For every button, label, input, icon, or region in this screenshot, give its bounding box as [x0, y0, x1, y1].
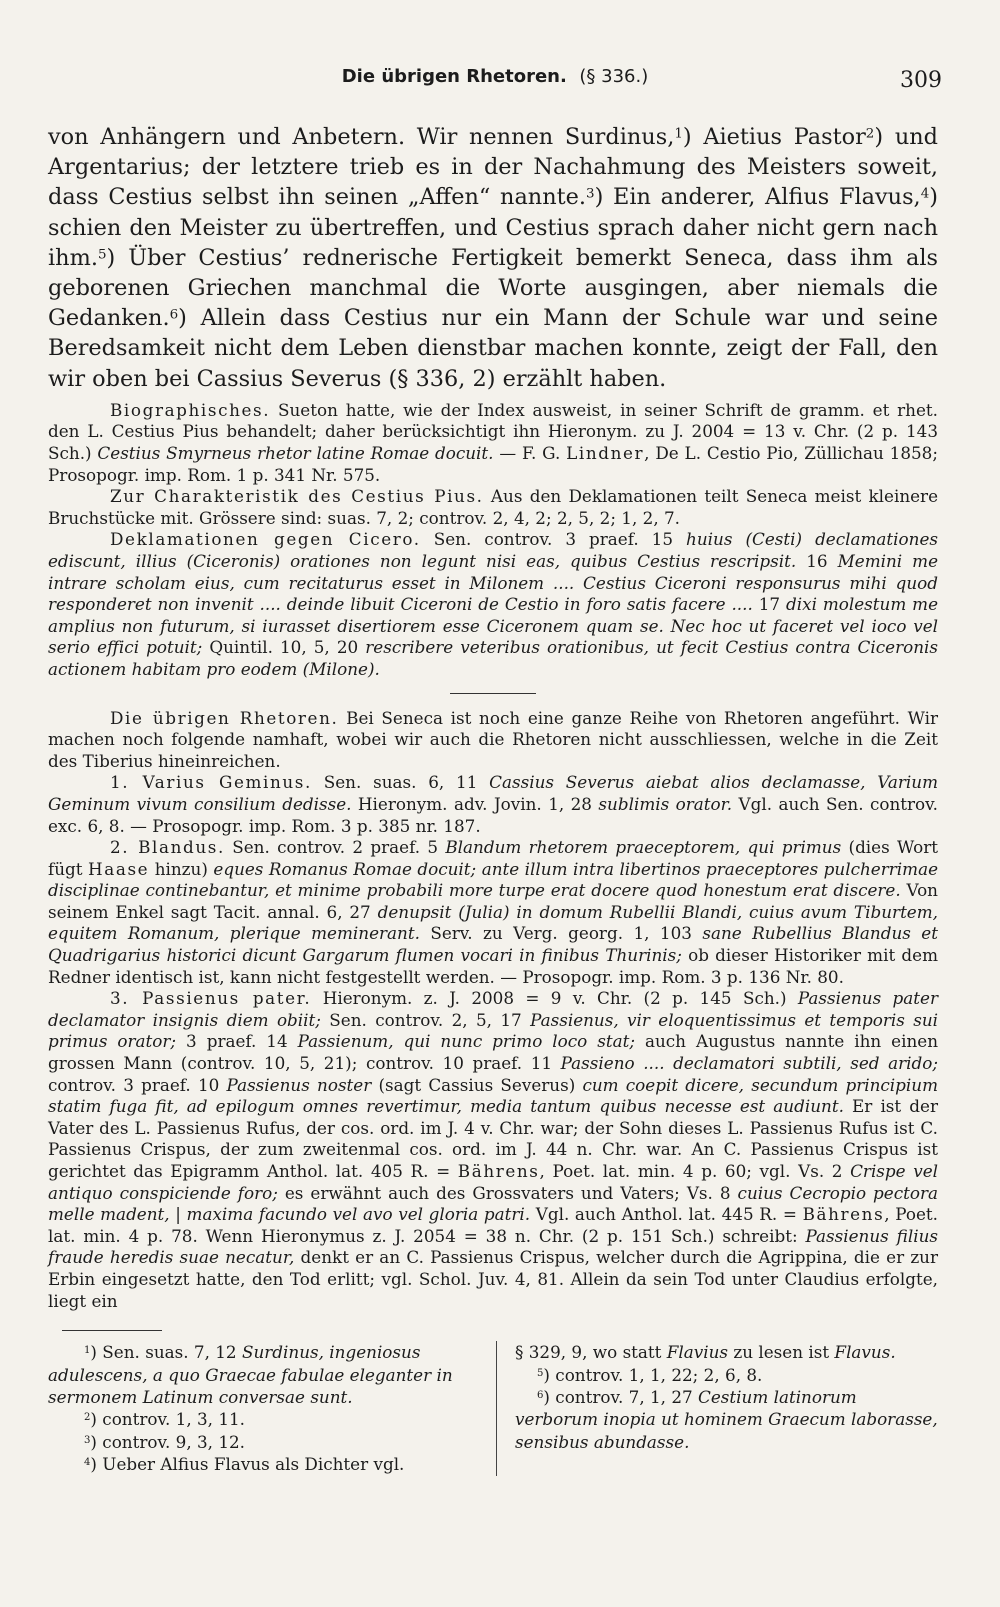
text-run: ) controv. 7, 1, 27: [543, 1386, 699, 1407]
text-run: , Poet. lat. min. 4 p. 78. Wenn Hieronymus z. J. 2054 = 38 n. Chr. (2 p. 151 Sch.) schreibt:: [48, 1204, 938, 1246]
latin-quote: Passienus noster: [226, 1074, 372, 1095]
notes-block: [48, 400, 938, 1312]
text-run: , Poet. lat. min. 4 p. 60; vgl. Vs. 2: [539, 1161, 851, 1182]
latin-word: Flavus.: [834, 1342, 896, 1363]
section-divider: [450, 693, 536, 694]
note-heading: Deklamationen gegen Cicero.: [110, 529, 421, 550]
text-run: (sagt Cassius Severus): [371, 1074, 583, 1095]
latin-quote: eques Romanus Romae docuit; ante illum intra libertinos praeceptores pulcherrimae disciplinae continebantur, et minime probabili more turpe erat docere quod honestum erat discere.: [48, 858, 939, 901]
latin-quote: Memini me intrare scholam eius, cum recitaturus esset in Milonem .... Cestius Ciceroni responsurus mihi quod responderet non invenit .... deinde libuit Ciceroni de Cestio in foro satis facere ....: [48, 550, 939, 615]
footnotes-left-column: [48, 1341, 496, 1475]
text-run: Vgl. auch Sen. controv. exc. 6, 8. — Prosopogr. imp. Rom. 3 p. 385 nr. 187.: [48, 793, 938, 836]
text-run: ) controv. 1, 1, 22; 2, 6, 8.: [543, 1364, 763, 1385]
text-run: ) Ueber Alfius Flavus als Dichter vgl.: [90, 1454, 405, 1475]
text-run: ) controv. 9, 3, 12.: [90, 1431, 246, 1452]
latin-quote: Blandum rhetorem praeceptorem, qui primus: [445, 837, 842, 858]
main-paragraph: [48, 122, 938, 394]
footnote-6: [515, 1386, 938, 1453]
text-run: 17: [752, 594, 786, 615]
latin-quote: Passienus filius fraude heredis suae necatur,: [48, 1225, 938, 1268]
text-run: Serv. zu Verg. georg. 1, 103: [419, 923, 703, 944]
note-charakteristik: [48, 486, 938, 529]
footnote-ref[interactable]: 3: [586, 186, 595, 202]
text-run: (dies Wort fügt: [48, 837, 939, 879]
page-number: 309: [900, 68, 942, 93]
author-name: Bährens: [457, 1161, 540, 1182]
note-blandus: [48, 837, 938, 988]
text-run: controv. 3 praef. 10: [48, 1074, 227, 1095]
text-run: zu lesen ist: [728, 1342, 835, 1363]
text-run: ) Über Cestius’ rednerische Fertigkeit bemerkt Seneca, dass ihm als geborenen Griechen manchmal die Worte ausgingen, aber niemals die Gedanken.: [48, 244, 938, 332]
text-run: Sen. controv. 3 praef. 15: [420, 529, 687, 550]
running-head-title: Die übrigen Rhetoren.: [341, 66, 567, 87]
text-run: 16: [796, 550, 838, 571]
footnote-number: 2: [84, 1412, 91, 1424]
text-run: ) schien den Meister zu übertreffen, und Cestius sprach daher nicht gern nach ihm.: [48, 184, 938, 271]
page-header: [48, 62, 942, 98]
latin-quote: rescribere veteribus orationibus, ut fecit Cestius contra Ciceronis actionem habitam pro eodem (Milone).: [48, 637, 938, 679]
note-heading: 3. Passienus pater.: [110, 988, 312, 1009]
text-run: — F. G.: [493, 443, 567, 464]
footnote-ref[interactable]: 4: [920, 186, 930, 202]
text-run: von Anhängern und Anbetern. Wir nennen Surdinus,: [48, 124, 675, 150]
text-run: denkt er an C. Passienus Crispus, welcher durch die Agrippina, die er zur Erbin eingesetzt hatte, den Tod erlitt; vgl. Schol. Juv. 4, 81. Allein da sein Tod unter Claudius erfolgte, liegt ein: [48, 1247, 938, 1311]
latin-quote: Passienum, qui nunc primo loco stat;: [297, 1031, 635, 1052]
text-run: ) Ein anderer, Alfius Flavus,: [594, 184, 921, 211]
footnote-5: [515, 1364, 938, 1386]
text-run: Sen. suas. 6, 11: [311, 772, 490, 793]
text-run: Hieronym. z. J. 2008 = 9 v. Chr. (2 p. 145 Sch.): [311, 988, 798, 1009]
text-run: Sen. controv. 2, 5, 17: [320, 1009, 531, 1030]
footnotes-right-column: [496, 1341, 938, 1475]
note-heading: Die übrigen Rhetoren.: [110, 707, 339, 728]
text-run: Bei Seneca ist noch eine ganze Reihe von Rhetoren angeführt. Wir machen noch folgende namhaft, wobei wir auch die Rhetoren nicht ausschliessen, welche in die Zeit des Tiberius hineinreichen.: [48, 707, 938, 771]
text-run: Sen. controv. 2 praef. 5: [224, 837, 446, 858]
latin-quote: Cassius Severus aiebat alios declamasse, Varium Geminum vivum consilium dedisse.: [48, 772, 938, 814]
note-heading: Biographisches.: [110, 399, 271, 420]
latin-quote: Passienus pater declamator insignis diem obiit;: [48, 988, 938, 1030]
latin-quote: Passienus, vir eloquentissimus et temporis sui primus orator;: [48, 1009, 938, 1052]
latin-quote: Cestium latinorum verborum inopia ut hominem Graecum laborasse, sensibus abundasse.: [515, 1386, 938, 1452]
text-run: Hieronym. adv. Jovin. 1, 28: [351, 793, 599, 814]
note-uebrige-rhetoren: [48, 708, 938, 773]
latin-quote: cum coepit dicere, secundum principium statim fuga fit, ad epilogum omnes revertimur, media tantum quibus necesse est audiunt.: [48, 1074, 938, 1117]
footnote-2: [48, 1408, 478, 1430]
latin-quote: sublimis orator.: [598, 793, 733, 814]
note-deklamationen: [48, 529, 938, 680]
note-heading: 2. Blandus.: [110, 837, 225, 858]
footnote-4-continued: [515, 1341, 938, 1363]
text-run: hinzu): [149, 858, 214, 879]
note-passienus: [48, 988, 938, 1312]
text-run: Von seinem Enkel sagt Tacit. annal. 6, 27: [48, 880, 938, 922]
footnote-ref[interactable]: 5: [97, 247, 107, 263]
running-head: [48, 66, 942, 87]
latin-quote: huius (Cesti) declamationes ediscunt, illius (Ciceronis) orationes non legunt nisi eas, quibus Cestius rescripsit.: [48, 529, 938, 571]
author-name: Lindner: [566, 443, 645, 464]
latin-quote: Passieno .... declamatori subtili, sed arido;: [560, 1053, 938, 1074]
text-run: ) und Argentarius; der letztere trieb es in der Nachahmung des Meisters soweit, dass Cestius selbst ihn seinen „Affen“ nannte.: [48, 124, 938, 211]
text-run: ) Aietius Pastor: [682, 124, 866, 150]
text-run: ob dieser Historiker mit dem Redner identisch ist, kann nicht festgestellt werden. — Prosopogr. imp. Rom. 3 p. 136 Nr. 80.: [48, 945, 938, 987]
author-name: Bährens: [802, 1204, 885, 1225]
note-heading: Zur Charakteristik des Cestius Pius.: [110, 486, 484, 507]
footnote-number: 3: [84, 1434, 91, 1446]
running-head-section: (§ 336.): [579, 66, 649, 87]
text-run: , De L. Cestio Pio, Züllichau 1858; Prosopogr. imp. Rom. 1 p. 341 Nr. 575.: [48, 443, 939, 485]
text-run: ) controv. 1, 3, 11.: [90, 1409, 246, 1430]
latin-quote: Surdinus, ingeniosus adulescens, a quo Graecae fabulae eleganter in sermonem Latinum conversae sunt.: [48, 1342, 453, 1407]
latin-quote: denupsit (Julia) in domum Rubellii Blandi, cuius avum Tiburtem, equitem Romanum, plerique meminerant.: [48, 901, 938, 944]
footnote-number: 6: [537, 1389, 544, 1401]
note-varius-geminus: [48, 772, 938, 837]
text-run: auch Augustus nannte ihn einen grossen Mann (controv. 10, 5, 21); controv. 10 praef. 11: [48, 1031, 939, 1074]
footnote-rule: [62, 1330, 162, 1331]
text-run: Er ist der Vater des L. Passienus Rufus, der cos. ord. im J. 4 v. Chr. war; der Sohn dieses L. Passienus Rufus ist C. Passienus Crispus, der zum zweitenmal cos. ord. im J. 44 n. Chr. war. An C. Passienus Crispus ist gerichtet das Epigramm Anthol. lat. 405 R. =: [48, 1096, 938, 1182]
footnotes: [48, 1341, 938, 1475]
author-name: Haase: [88, 858, 150, 879]
latin-quote: Crispe vel antiquo conspiciende foro;: [48, 1161, 938, 1203]
footnote-number: 4: [84, 1457, 91, 1469]
footnote-4: [48, 1453, 478, 1475]
footnote-ref[interactable]: 2: [865, 126, 875, 142]
latin-quote: dixi molestum me amplius non futurum, si iurasset disertiorem esse Ciceronem quam se. Nec hoc ut faceret vel ioco vel serio effici potuit;: [48, 594, 938, 658]
page-body: [48, 122, 938, 1476]
text-run: 3 praef. 14: [176, 1031, 298, 1052]
text-run: ) Sen. suas. 7, 12: [90, 1342, 242, 1363]
latin-word: Flavius: [666, 1342, 729, 1363]
text-run: Aus den Deklamationen teilt Seneca meist kleinere Bruchstücke mit. Grössere sind: suas. 7, 2; controv. 2, 4, 2; 2, 5, 2; 1, 2, 7.: [48, 486, 939, 528]
note-heading: 1. Varius Geminus.: [110, 772, 312, 793]
footnote-3: [48, 1431, 478, 1453]
text-run: Vgl. auch Anthol. lat. 445 R. =: [530, 1204, 803, 1225]
footnote-ref[interactable]: 6: [169, 307, 179, 323]
text-run: es erwähnt auch des Grossvaters und Vaters; Vs. 8: [277, 1182, 738, 1203]
footnote-number: 1: [84, 1345, 91, 1357]
text-run: ) Allein dass Cestius nur ein Mann der Schule war und seine Beredsamkeit nicht dem Leben dienstbar machen konnte, zeigt der Fall, den wir oben bei Cassius Severus (§ 336, 2) erzählt haben.: [48, 305, 938, 392]
latin-quote: sane Rubellius Blandus et Quadrigarius historici dicunt Gargarum flumen vocari in finibus Thurinis;: [48, 923, 938, 966]
latin-quote: Cestius Smyrneus rhetor latine Romae docuit.: [97, 443, 494, 464]
main-text: [48, 122, 938, 394]
text-run: Sueton hatte, wie der Index ausweist, in seiner Schrift de gramm. et rhet. den L. Cestius Pius behandelt; daher berücksichtigt ihn Hieronym. zu J. 2004 = 13 v. Chr. (2 p. 143 Sch.): [48, 399, 938, 464]
text-run: § 329, 9, wo statt: [515, 1342, 667, 1363]
footnote-number: 5: [537, 1367, 544, 1379]
latin-quote: cuius Cecropio pectora melle madent, | maxima facundo vel avo vel gloria patri.: [48, 1182, 938, 1225]
footnote-1: [48, 1341, 478, 1408]
footnote-ref[interactable]: 1: [674, 126, 683, 142]
text-run: Quintil. 10, 5, 20: [202, 637, 366, 658]
note-biographisches: [48, 400, 938, 486]
